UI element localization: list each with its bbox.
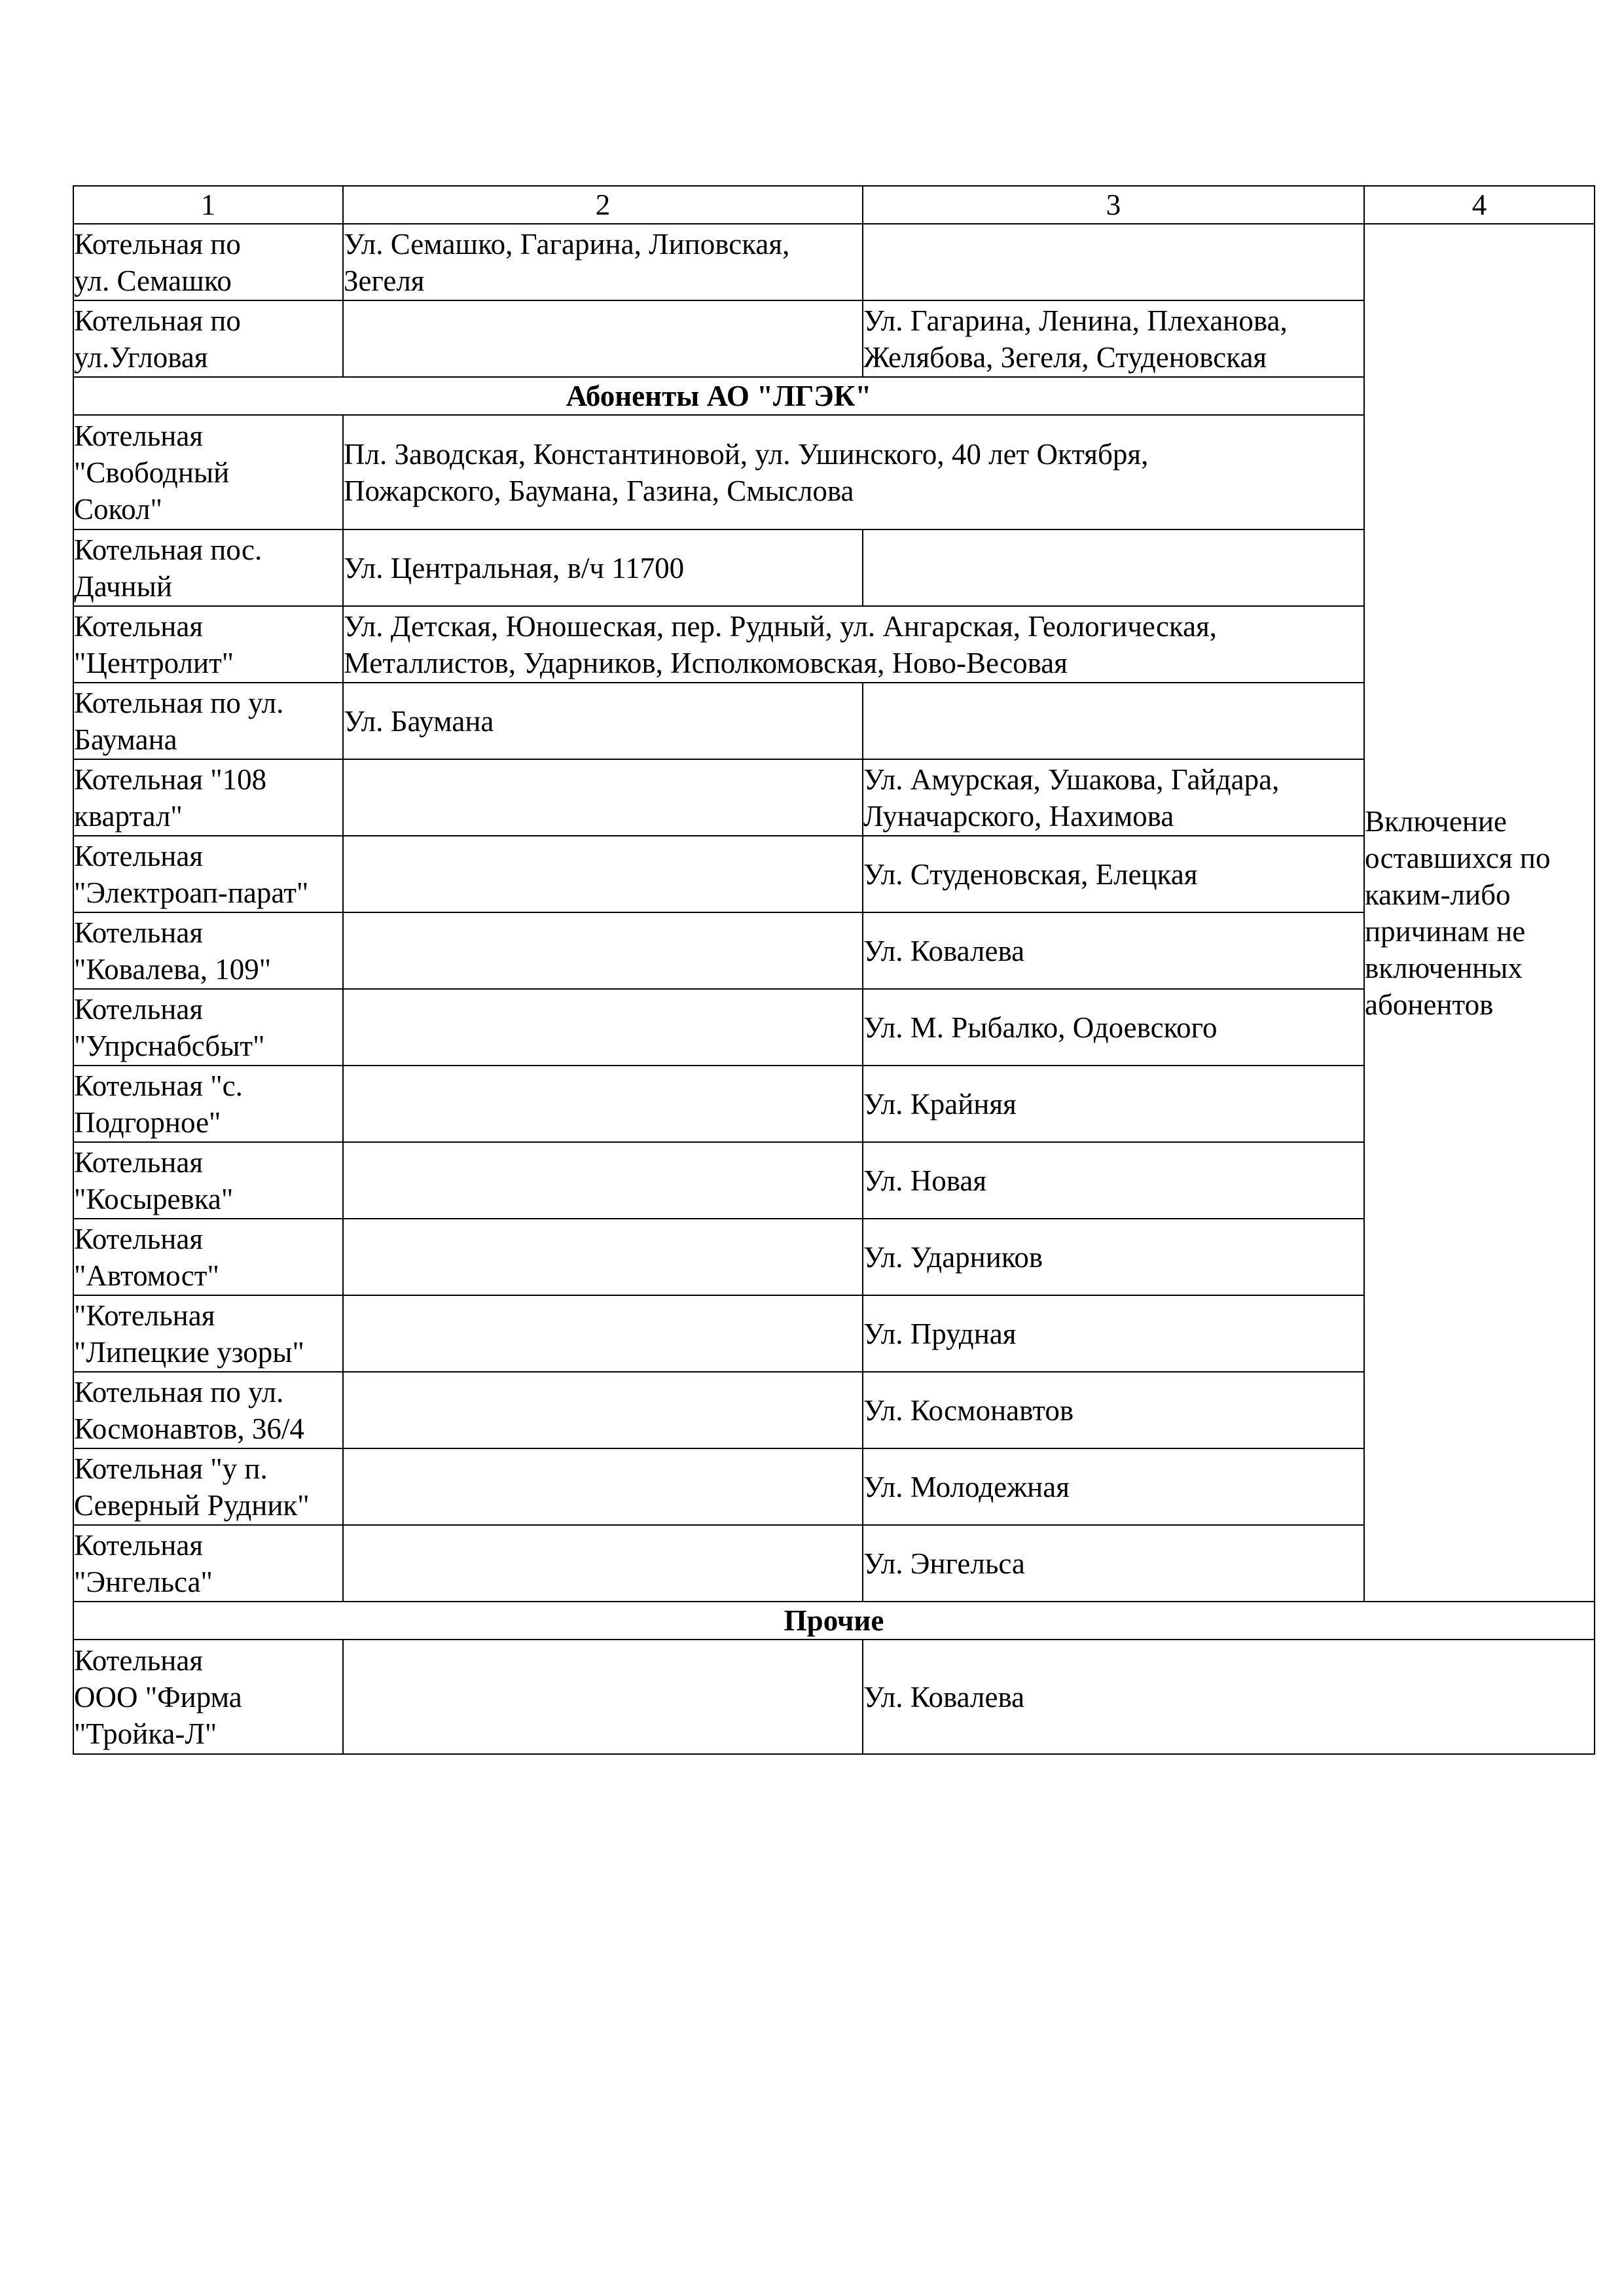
boiler-name: Котельная по ул. Баумана — [73, 683, 343, 759]
boiler-name: Котельная "у п. Северный Рудник" — [73, 1448, 343, 1525]
section-title: Абоненты АО "ЛГЭК" — [73, 377, 1364, 415]
header-col-4: 4 — [1364, 186, 1595, 224]
streets-col-3: Ул. Прудная — [863, 1295, 1364, 1372]
note-cell: Включение оставшихся по каким-либо причинам не включенных абонентов — [1364, 224, 1595, 1602]
streets-col-3: Ул. Ударников — [863, 1219, 1364, 1295]
streets-col-2 — [343, 1066, 863, 1142]
streets-col-2 — [343, 1372, 863, 1448]
streets-col-3: Ул. Ковалева — [863, 912, 1364, 989]
streets-col-3: Ул. Крайняя — [863, 1066, 1364, 1142]
streets-span: Ул. Детская, Юношеская, пер. Рудный, ул. Ангарская, Геологическая, Металлистов, Ударников, Исполкомовская, Ново-Весовая — [343, 606, 1364, 683]
header-col-1: 1 — [73, 186, 343, 224]
streets-col-2 — [343, 1142, 863, 1219]
streets-col-2 — [343, 1525, 863, 1602]
streets-col-2 — [343, 836, 863, 912]
boiler-name: Котельная "Электроап-парат" — [73, 836, 343, 912]
boiler-name: Котельная ООО "Фирма "Тройка-Л" — [73, 1640, 343, 1754]
boiler-name: Котельная "Косыревка" — [73, 1142, 343, 1219]
streets-col-3: Ул. Энгельса — [863, 1525, 1364, 1602]
boiler-name: Котельная "108 квартал" — [73, 759, 343, 836]
boiler-name: Котельная "Автомост" — [73, 1219, 343, 1295]
streets-col-2: Ул. Семашко, Гагарина, Липовская, Зегеля — [343, 224, 863, 300]
boiler-name: Котельная "Центролит" — [73, 606, 343, 683]
boiler-name: Котельная "Свободный Сокол" — [73, 415, 343, 529]
boiler-name: Котельная "Энгельса" — [73, 1525, 343, 1602]
streets-col-2 — [343, 300, 863, 377]
streets-col-3: Ул. Студеновская, Елецкая — [863, 836, 1364, 912]
section-title: Прочие — [73, 1602, 1595, 1640]
streets-col-3: Ул. Космонавтов — [863, 1372, 1364, 1448]
streets-col-3: Ул. Молодежная — [863, 1448, 1364, 1525]
table-row — [73, 1640, 1595, 1754]
streets-col-3: Ул. Новая — [863, 1142, 1364, 1219]
streets-col-3: Ул. М. Рыбалко, Одоевского — [863, 989, 1364, 1066]
boiler-name: Котельная "с. Подгорное" — [73, 1066, 343, 1142]
header-col-2: 2 — [343, 186, 863, 224]
streets-col-2 — [343, 1295, 863, 1372]
boiler-name: Котельная по ул.Угловая — [73, 300, 343, 377]
streets-col-2 — [343, 912, 863, 989]
streets-col-2 — [343, 759, 863, 836]
boiler-name: Котельная пос. Дачный — [73, 529, 343, 606]
streets-col-2: Ул. Баумана — [343, 683, 863, 759]
boiler-name: Котельная "Ковалева, 109" — [73, 912, 343, 989]
table-row — [73, 224, 1595, 300]
streets-col-3: Ул. Гагарина, Ленина, Плеханова, Желябова, Зегеля, Студеновская — [863, 300, 1364, 377]
streets-col-3 — [863, 224, 1364, 300]
boiler-name: Котельная по ул. Семашко — [73, 224, 343, 300]
boiler-name: "Котельная "Липецкие узоры" — [73, 1295, 343, 1372]
streets-col-3: Ул. Ковалева — [863, 1640, 1595, 1754]
header-col-3: 3 — [863, 186, 1364, 224]
section-row — [73, 1602, 1595, 1640]
header-row — [73, 186, 1595, 224]
streets-col-2 — [343, 989, 863, 1066]
boiler-houses-table — [73, 185, 1595, 1755]
boiler-name: Котельная "Упрснабсбыт" — [73, 989, 343, 1066]
streets-span: Пл. Заводская, Константиновой, ул. Ушинского, 40 лет Октября, Пожарского, Баумана, Газина, Смыслова — [343, 415, 1364, 529]
streets-col-3 — [863, 529, 1364, 606]
streets-col-2 — [343, 1640, 863, 1754]
streets-col-2: Ул. Центральная, в/ч 11700 — [343, 529, 863, 606]
streets-col-3: Ул. Амурская, Ушакова, Гайдара, Луначарского, Нахимова — [863, 759, 1364, 836]
streets-col-2 — [343, 1448, 863, 1525]
streets-col-2 — [343, 1219, 863, 1295]
boiler-name: Котельная по ул. Космонавтов, 36/4 — [73, 1372, 343, 1448]
streets-col-3 — [863, 683, 1364, 759]
